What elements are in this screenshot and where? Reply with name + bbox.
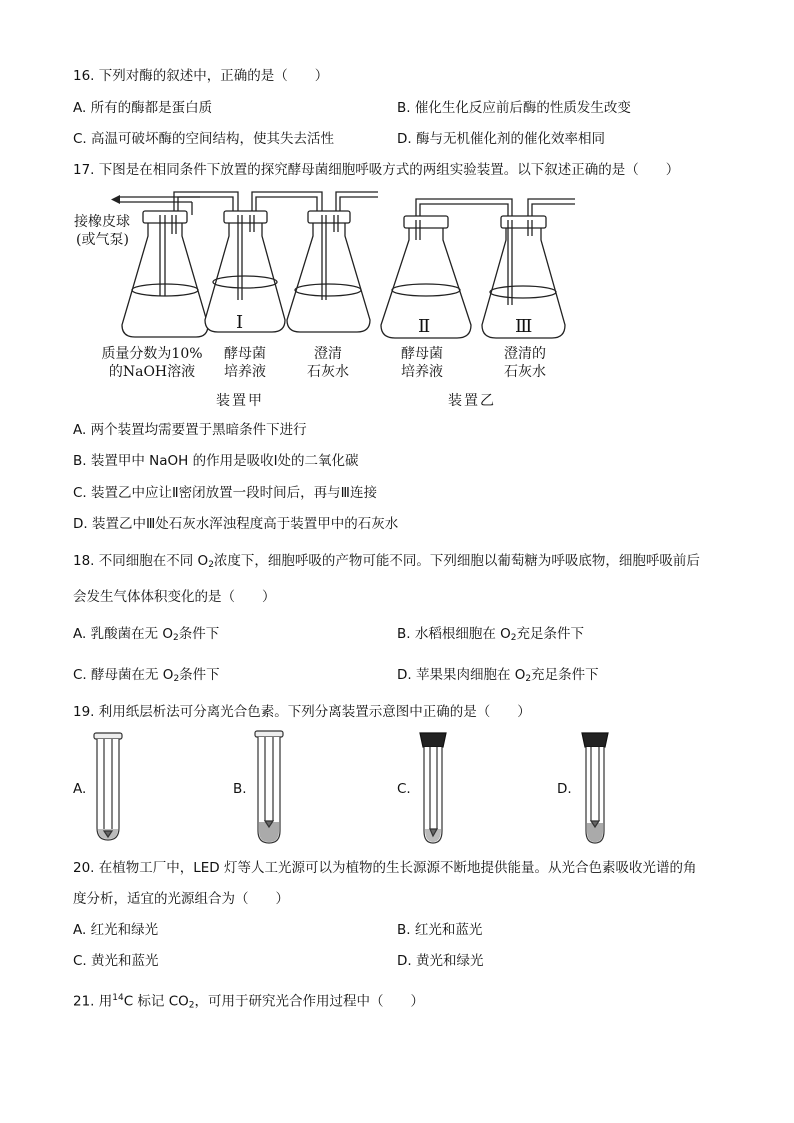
setup-a-caption: 装置甲 <box>216 393 264 409</box>
bulb-label-line2: (或气泵) <box>76 232 129 248</box>
q18-option-a: A. 乳酸菌在无 $O_2$条件下 <box>73 626 220 643</box>
flask3-label-line2: 石灰水 <box>307 364 349 380</box>
flask1-label-line2: 的NaOH溶液 <box>108 364 196 380</box>
q19-test-tubes <box>0 725 794 850</box>
q18-option-c: C. 酵母菌在无 $O_2$条件下 <box>73 667 220 684</box>
q17-option-d: D. 装置乙中Ⅲ处石灰水浑浊程度高于装置甲中的石灰水 <box>73 516 399 532</box>
setup-b-caption: 装置乙 <box>448 393 496 409</box>
q20-option-c: C. 黄光和蓝光 <box>73 953 159 969</box>
flask2-label-line2: 培养液 <box>224 364 266 380</box>
q20-option-a: A. 红光和绿光 <box>73 922 159 938</box>
q16-option-d: D. 酶与无机催化剂的催化效率相同 <box>397 131 605 147</box>
q17-option-b: B. 装置甲中 NaOH 的作用是吸收Ⅰ处的二氧化碳 <box>73 453 359 469</box>
q16-stem: 16. 下列对酶的叙述中，正确的是（ ） <box>73 68 329 84</box>
flask4-label-line1: 酵母菌 <box>401 346 443 362</box>
q17-apparatus-figure <box>0 0 794 420</box>
flask3-label-line1: 澄清 <box>314 346 342 362</box>
q20-option-d: D. 黄光和绿光 <box>397 953 484 969</box>
roman-iii: Ⅲ <box>515 316 533 337</box>
flask5-label-line1: 澄清的 <box>504 346 546 362</box>
q19-stem: 19. 利用纸层析法可分离光合色素。下列分离装置示意图中正确的是（ ） <box>73 704 531 720</box>
q20-stem-line1: 20. 在植物工厂中，LED 灯等人工光源可以为植物的生长源源不断地提供能量。从光合色素吸收光谱的角 <box>73 860 697 876</box>
q17-option-a: A. 两个装置均需要置于黑暗条件下进行 <box>73 422 307 438</box>
q18-option-d: D. 苹果果肉细胞在 $O_2$充足条件下 <box>397 667 599 684</box>
test-tube-drawings <box>0 725 794 850</box>
q20-stem-line2: 度分析，适宜的光源组合为（ ） <box>73 891 289 907</box>
flask5-label-line2: 石灰水 <box>504 364 546 380</box>
q16-option-b: B. 催化生化反应前后酶的性质发生改变 <box>397 100 631 116</box>
q19-option-b-letter: B. <box>233 781 247 797</box>
q21-stem: 21. 用$^{14}$C 标记 $CO_2$，可用于研究光合作用过程中（ ） <box>73 993 425 1011</box>
q19-option-c-letter: C. <box>397 781 411 797</box>
q18-stem-line1: 18. 不同细胞在不同 $O_2$浓度下，细胞呼吸的产物可能不同。下列细胞以葡萄糖为呼吸底物，细胞呼吸前后 <box>73 553 700 570</box>
q18-option-b: B. 水稻根细胞在 $O_2$充足条件下 <box>397 626 584 643</box>
q16-option-c: C. 高温可破坏酶的空间结构，使其失去活性 <box>73 131 335 147</box>
flask1-label-line1: 质量分数为10% <box>101 346 203 362</box>
roman-i: Ⅰ <box>236 312 244 333</box>
q16-option-a: A. 所有的酶都是蛋白质 <box>73 100 213 116</box>
q19-option-d-letter: D. <box>557 781 572 797</box>
q20-option-b: B. 红光和蓝光 <box>397 922 483 938</box>
flask4-label-line2: 培养液 <box>401 364 443 380</box>
q17-stem: 17. 下图是在相同条件下放置的探究酵母菌细胞呼吸方式的两组实验装置。以下叙述正确的是（ ） <box>73 162 680 178</box>
bulb-label-line1: 接橡皮球 <box>74 214 130 230</box>
q18-stem-line2: 会发生气体体积变化的是（ ） <box>73 589 276 605</box>
q17-option-c: C. 装置乙中应让Ⅱ密闭放置一段时间后，再与Ⅲ连接 <box>73 485 377 501</box>
roman-ii: Ⅱ <box>418 316 431 337</box>
flask2-label-line1: 酵母菌 <box>224 346 266 362</box>
q19-option-a-letter: A. <box>73 781 87 797</box>
